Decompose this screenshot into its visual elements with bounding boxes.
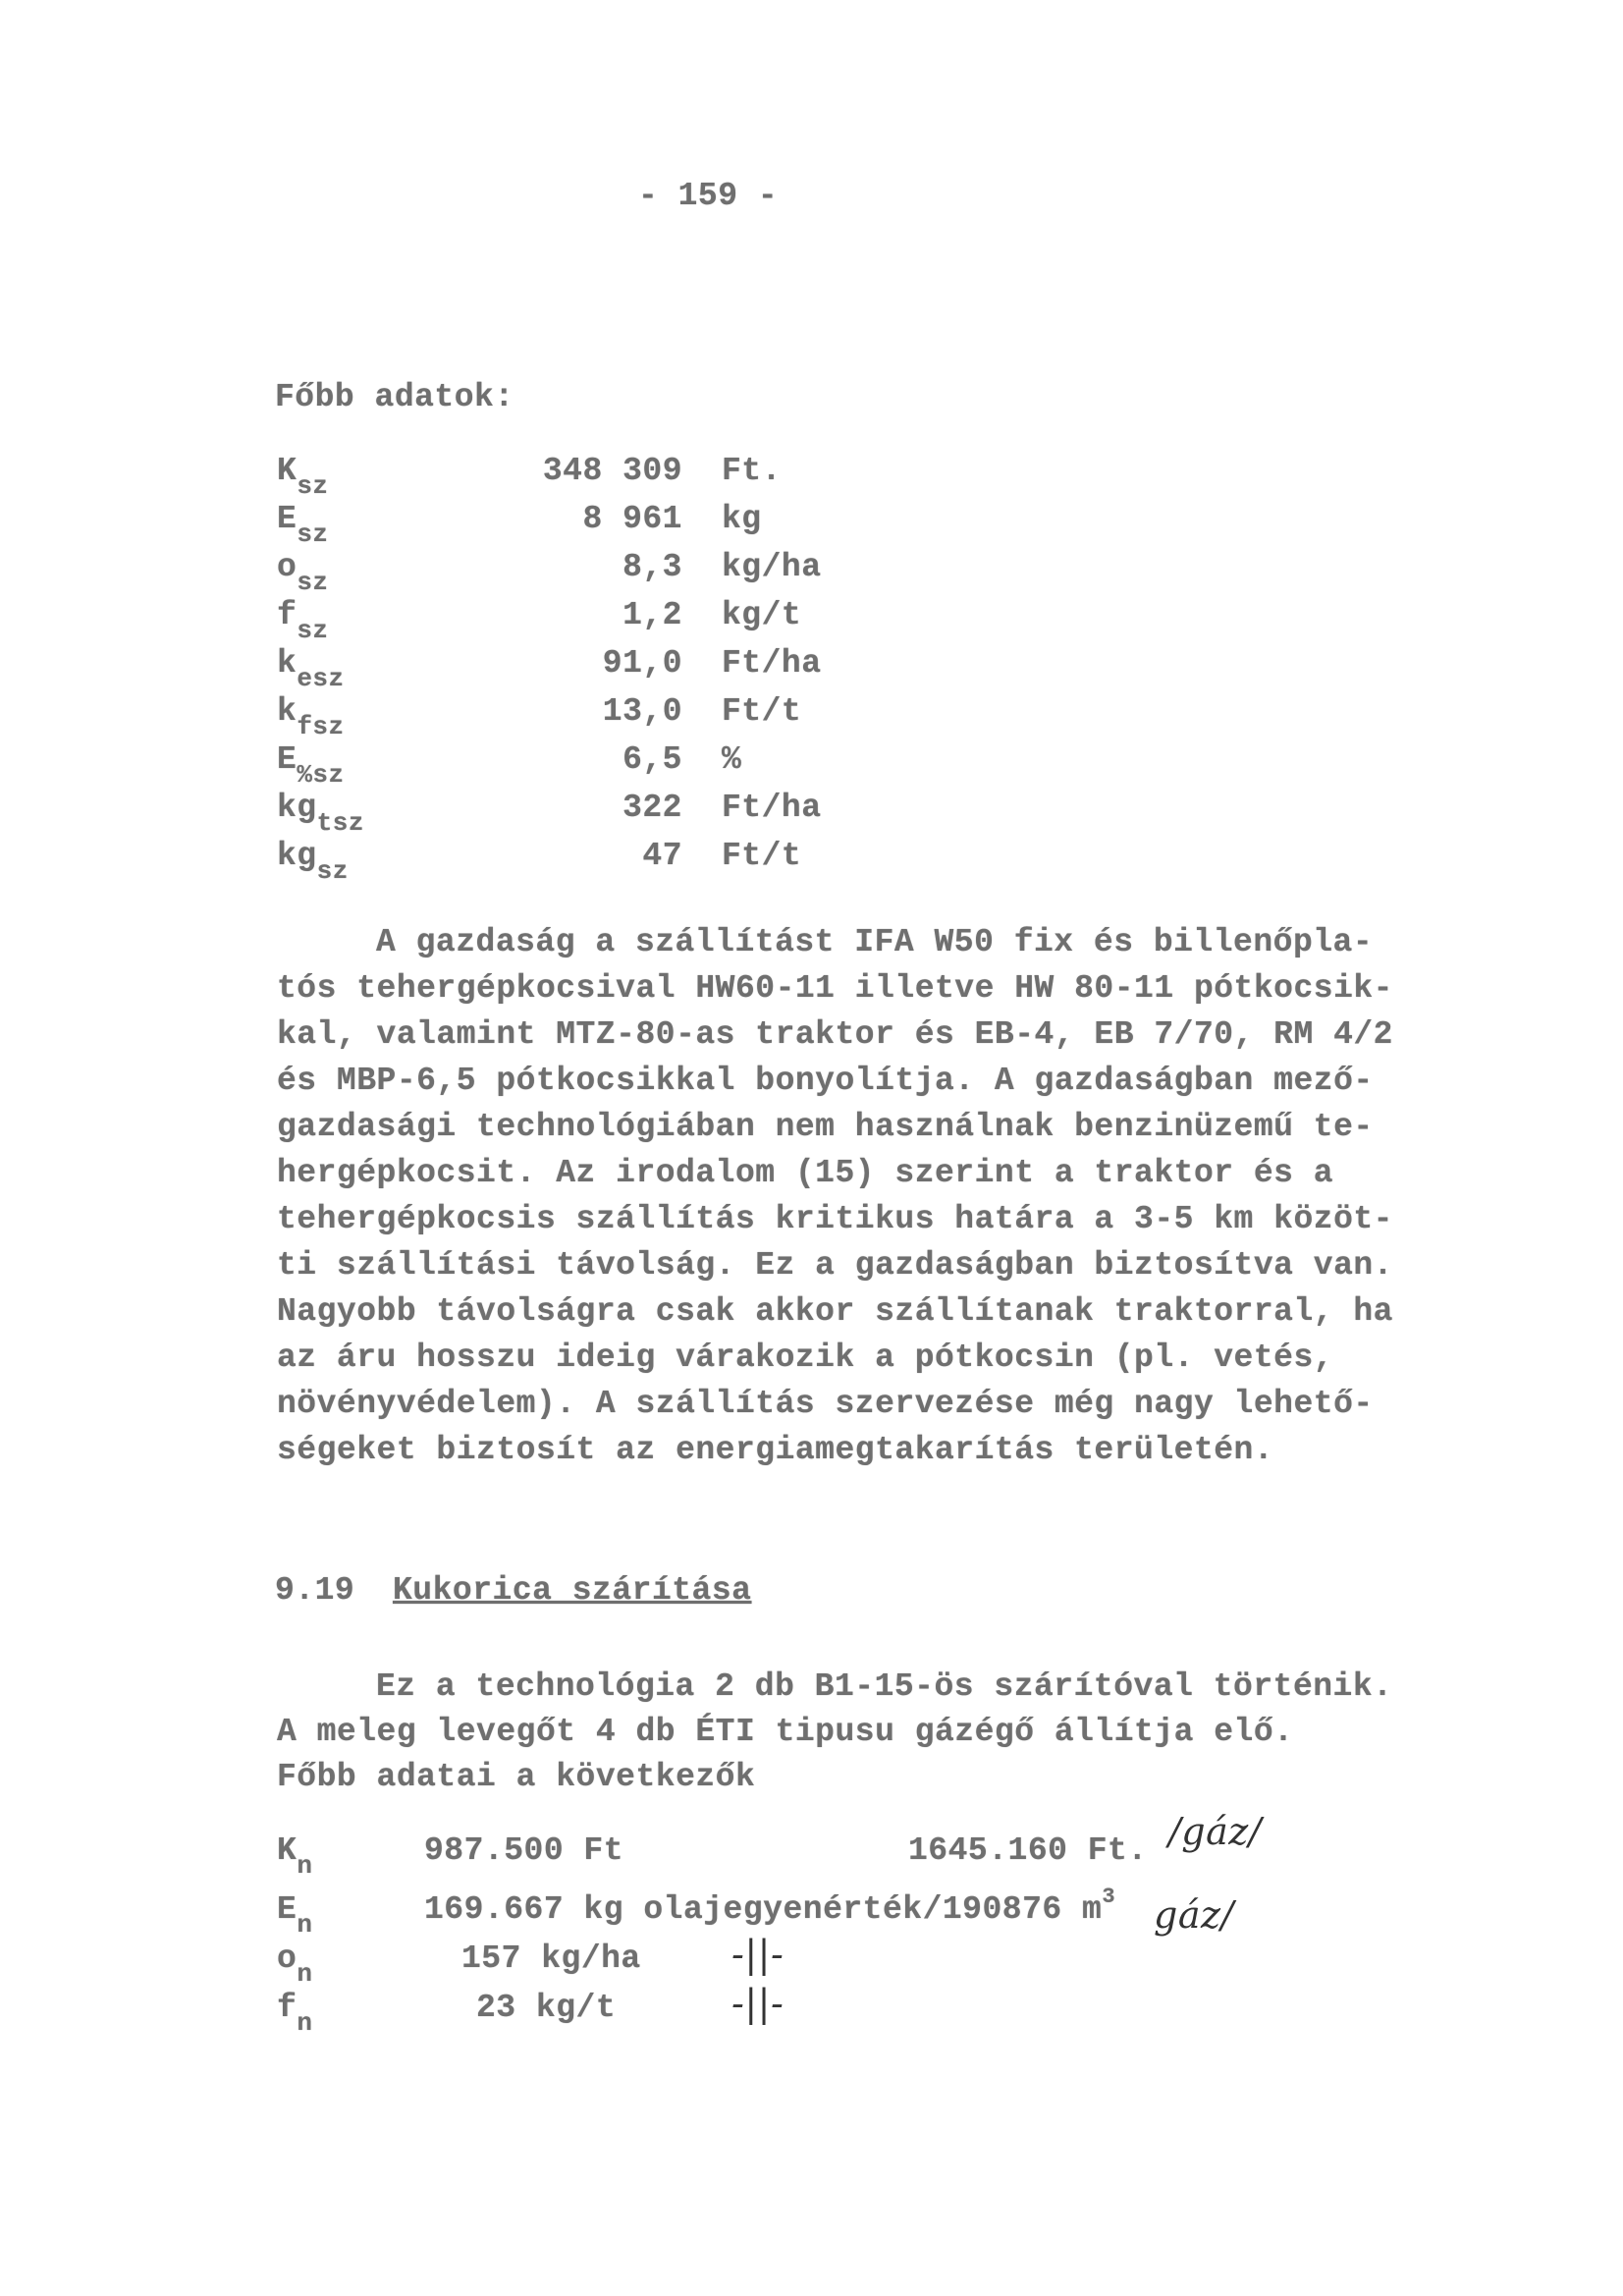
symbol	[277, 1831, 313, 1881]
symbol-main: k	[277, 693, 298, 730]
paragraph-line: ségeket biztosít az energiamegtakarítás területén.	[277, 1432, 1274, 1468]
symbol	[277, 644, 345, 693]
unit: kg/ha	[722, 549, 822, 585]
symbol-main: f	[277, 1990, 298, 2026]
symbol-main: kg	[277, 790, 317, 826]
paragraph-line: Ez a technológia 2 db B1-15-ös szárítóval történik.	[376, 1668, 1393, 1705]
symbol	[277, 452, 329, 501]
symbol-main: K	[277, 453, 298, 489]
symbol-subscript: sz	[297, 616, 329, 645]
unit: Ft/t	[722, 838, 802, 874]
paragraph-line: az áru hosszu ideig várakozik a pótkocsin (pl. vetés,	[277, 1339, 1334, 1376]
unit: Ft.	[722, 453, 782, 489]
symbol-subscript: n	[297, 2008, 313, 2038]
symbol	[277, 1989, 313, 2038]
value	[476, 1989, 616, 2028]
main-data-heading: Főbb adatok:	[275, 379, 514, 415]
section-title: Kukorica szárítása	[393, 1572, 752, 1609]
unit: kg	[722, 501, 762, 537]
symbol-subscript: sz	[297, 519, 329, 549]
value-text: 23 kg/t	[476, 1990, 617, 2026]
value: 8,3	[622, 549, 682, 585]
symbol-subscript: sz	[316, 856, 349, 886]
unit: Ft/ha	[722, 645, 822, 682]
unit: Ft/ha	[722, 790, 822, 826]
paragraph-line: A gazdaság a szállítást IFA W50 fix és billenőpla-	[376, 924, 1374, 960]
superscript: 3	[1102, 1885, 1116, 1909]
symbol-subscript: sz	[297, 568, 329, 597]
symbol-subscript: %sz	[297, 760, 345, 790]
symbol	[277, 740, 345, 790]
symbol-subscript: n	[297, 1851, 313, 1881]
symbol-main: E	[277, 1891, 298, 1928]
handwritten-note: gáz/	[1154, 1893, 1234, 1937]
value: 13,0	[602, 693, 682, 730]
value: 6,5	[622, 741, 682, 778]
symbol-main: o	[277, 1941, 298, 1977]
symbol-main: kg	[277, 838, 317, 874]
unit: kg/t	[722, 597, 802, 633]
symbol-subscript: n	[297, 1959, 313, 1989]
symbol	[277, 789, 364, 838]
paragraph-line: hergépkocsit. Az irodalom (15) szerint a traktor és a	[277, 1155, 1334, 1191]
handwritten-note: -||-	[731, 1933, 784, 1976]
symbol	[277, 548, 329, 597]
symbol-main: E	[277, 741, 298, 778]
symbol	[277, 596, 329, 645]
unit: %	[722, 741, 742, 778]
value	[461, 1940, 641, 1979]
paragraph-line: ti szállítási távolság. Ez a gazdaságban biztosítva van.	[277, 1247, 1393, 1284]
paragraph-line: és MBP-6,5 pótkocsikkal bonyolítja. A gazdaságban mező-	[277, 1063, 1374, 1099]
symbol-subscript: tsz	[316, 808, 364, 838]
unit: Ft/t	[722, 693, 802, 730]
value-text: 169.667 kg olajegyenérték/190876 m	[424, 1891, 1103, 1928]
paragraph-line: tós tehergépkocsival HW60-11 illetve HW 80-11 pótkocsik-	[277, 970, 1393, 1007]
symbol-subscript: n	[297, 1910, 313, 1940]
paragraph-line: tehergépkocsis szállítás kritikus határa a 3-5 km közöt-	[277, 1201, 1393, 1237]
value-text: 157 kg/ha	[461, 1941, 641, 1977]
paragraph-line: kal, valamint MTZ-80-as traktor és EB-4, EB 7/70, RM 4/2	[277, 1016, 1393, 1053]
paragraph-line: A meleg levegőt 4 db ÉTI tipusu gázégő állítja elő.	[277, 1714, 1294, 1750]
value: 1,2	[622, 597, 682, 633]
handwritten-note: /gáz/	[1168, 1810, 1263, 1853]
symbol	[277, 500, 329, 549]
paragraph-line: gazdasági technológiában nem használnak benzinüzemű te-	[277, 1109, 1374, 1145]
symbol-main: E	[277, 501, 298, 537]
symbol-main: f	[277, 597, 298, 633]
symbol-subscript: esz	[297, 664, 345, 693]
paragraph-line: növényvédelem). A szállítás szervezése még nagy lehető-	[277, 1386, 1374, 1422]
handwritten-note: -||-	[731, 1982, 784, 2025]
value: 348 309	[542, 453, 682, 489]
section-number: 9.19	[275, 1572, 355, 1609]
symbol-subscript: fsz	[297, 712, 345, 741]
symbol-subscript: sz	[297, 471, 329, 501]
paragraph-line: Főbb adatai a következők	[277, 1759, 756, 1795]
value: 322	[622, 790, 682, 826]
extra-value: 1645.160 Ft.	[908, 1832, 1148, 1869]
paragraph-line: Nagyobb távolságra csak akkor szállítanak traktorral, ha	[277, 1293, 1393, 1330]
symbol	[277, 1940, 313, 1989]
symbol-main: o	[277, 549, 298, 585]
value	[424, 1885, 1116, 1933]
value: 8 961	[582, 501, 682, 537]
symbol-main: k	[277, 645, 298, 682]
value	[424, 1831, 623, 1871]
symbol	[277, 692, 345, 741]
value: 91,0	[602, 645, 682, 682]
symbol-main: K	[277, 1832, 298, 1869]
value: 47	[642, 838, 682, 874]
symbol	[277, 837, 349, 886]
value-text: 987.500 Ft	[424, 1832, 624, 1869]
page-number: - 159 -	[638, 178, 779, 214]
symbol	[277, 1890, 313, 1940]
